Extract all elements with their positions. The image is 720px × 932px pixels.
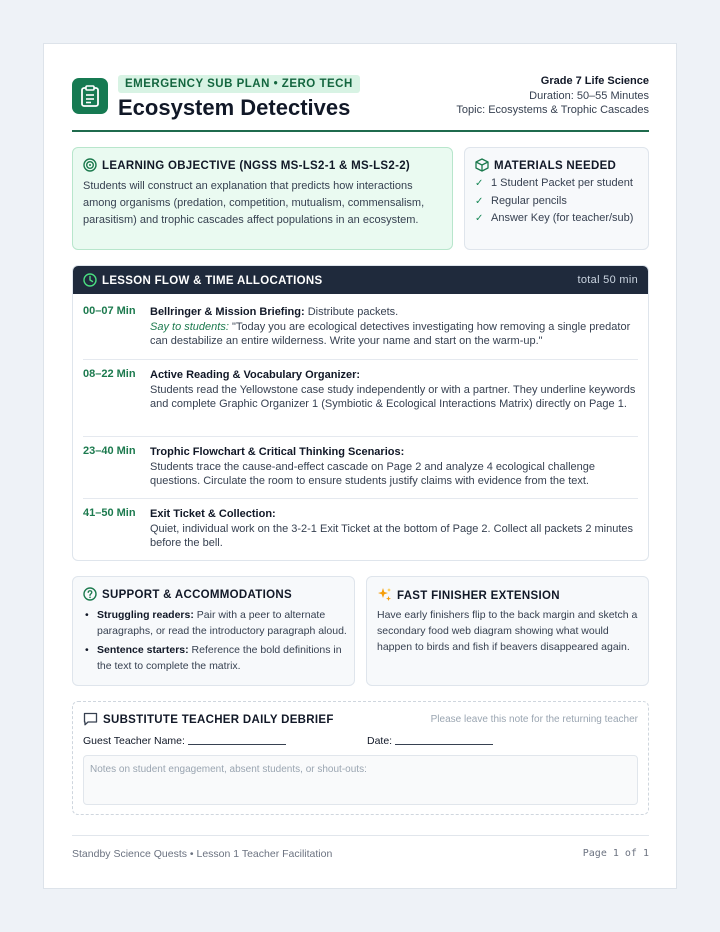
step-time: 41–50 Min	[83, 507, 136, 519]
objective-title	[83, 158, 410, 175]
topic-label: Topic: Ecosystems & Trophic Cascades	[456, 104, 649, 116]
extension-card	[366, 576, 649, 686]
date-blank-line[interactable]	[395, 735, 493, 745]
check-icon: ✓	[475, 213, 484, 224]
notes-textarea[interactable]: Notes on student engagement, absent students, or shout-outs:	[83, 755, 638, 805]
grade-label: Grade 7 Life Science	[540, 75, 649, 87]
extension-title-text: FAST FINISHER EXTENSION	[397, 590, 560, 602]
step-text: Students trace the cause-and-effect cascade on Page 2 and analyze 4 ecological challenge questions. Circulate the room to ensure students justify claims with evidence from the text.	[150, 460, 595, 487]
step-body	[150, 368, 638, 412]
step-text: Distribute packets.	[304, 306, 399, 318]
target-icon	[83, 158, 97, 175]
page-number: Page 1 of 1	[582, 848, 649, 859]
support-label: Sentence starters:	[97, 644, 189, 656]
list-item	[475, 176, 645, 191]
check-icon: ✓	[475, 178, 484, 189]
step-body	[150, 507, 638, 551]
debrief-card	[72, 701, 649, 815]
clipboard-icon	[72, 78, 108, 114]
total-time-label: total 50 min	[577, 274, 638, 286]
sub-plan-page	[43, 43, 677, 889]
name-blank-line[interactable]	[188, 735, 286, 745]
materials-title	[475, 158, 616, 175]
step-body	[150, 445, 638, 489]
debrief-hint: Please leave this note for the returning teacher	[430, 714, 638, 725]
header-divider	[72, 130, 649, 132]
step-heading: Trophic Flowchart & Critical Thinking Scenarios:	[150, 446, 405, 458]
lesson-flow-card	[72, 265, 649, 561]
step-heading: Exit Ticket & Collection:	[150, 508, 276, 520]
support-label: Struggling readers:	[97, 609, 194, 621]
material-label: 1 Student Packet per student	[491, 177, 633, 189]
say-to-students-label: Say to students:	[150, 320, 229, 333]
page-title: Ecosystem Detectives	[118, 95, 351, 120]
clock-icon	[83, 273, 97, 290]
date-field[interactable]	[367, 735, 493, 747]
objective-title-text: LEARNING OBJECTIVE (NGSS MS-LS2-1 & MS-LS2-2)	[102, 160, 411, 172]
date-label: Date:	[367, 735, 393, 747]
step-divider	[83, 436, 638, 437]
support-title-text: SUPPORT & ACCOMMODATIONS	[102, 589, 292, 601]
materials-list	[475, 176, 645, 229]
step-text: Students read the Yellowstone case study independently or with a partner. They underline keywords and complete Graphic Organizer 1 (Symbiotic & Ecological Interactions Matrix) directly on Page 1.	[150, 383, 636, 410]
support-text: Pair with a peer to alternate paragraphs, or read the introductory paragraph aloud.	[97, 609, 347, 637]
step-heading: Bellringer & Mission Briefing:	[150, 306, 305, 318]
list-item	[475, 211, 645, 226]
step-divider	[83, 359, 638, 360]
lesson-flow-title-text: LESSON FLOW & TIME ALLOCATIONS	[102, 275, 323, 287]
say-to-students-text: "Today you are ecological detectives investigating how removing a single predator can destabilize an entire wilderness. Write your name and start on the warm-up."	[150, 320, 631, 347]
guest-teacher-name-label: Guest Teacher Name:	[83, 735, 185, 747]
support-text: Reference the bold definitions in the text to complete the matrix.	[97, 644, 342, 672]
materials-card	[464, 147, 649, 250]
materials-title-text: MATERIALS NEEDED	[494, 160, 617, 172]
step-time: 23–40 Min	[83, 445, 136, 457]
support-card	[72, 576, 355, 686]
emergency-badge: EMERGENCY SUB PLAN • ZERO TECH	[118, 75, 360, 93]
extension-text: Have early finishers flip to the back margin and sketch a secondary food web diagram showing what would happen to birds and fish if beavers disappeared again.	[377, 609, 638, 653]
step-time: 08–22 Min	[83, 368, 136, 380]
list-item	[83, 608, 348, 639]
page-header	[72, 74, 649, 132]
duration-label: Duration: 50–55 Minutes	[529, 89, 649, 102]
step-body	[150, 305, 638, 349]
debrief-title-text: SUBSTITUTE TEACHER DAILY DEBRIEF	[103, 714, 334, 726]
lesson-flow-title	[83, 273, 322, 290]
extension-title	[377, 587, 560, 605]
list-item	[475, 194, 645, 209]
learning-objective-card	[72, 147, 453, 250]
material-label: Answer Key (for teacher/sub)	[491, 212, 634, 224]
footer-left: Standby Science Quests • Lesson 1 Teacher Facilitation	[72, 848, 333, 860]
footer-divider	[72, 835, 649, 836]
sparkles-icon	[377, 587, 392, 605]
debrief-title	[83, 712, 334, 729]
step-divider	[83, 498, 638, 499]
guest-teacher-name-field[interactable]	[83, 735, 286, 747]
material-label: Regular pencils	[491, 194, 567, 207]
support-title	[83, 587, 292, 604]
check-icon: ✓	[475, 195, 484, 207]
lesson-meta	[456, 74, 649, 118]
step-text: Quiet, individual work on the 3-2-1 Exit Ticket at the bottom of Page 2. Collect all packets 2 minutes before the bell.	[150, 522, 634, 549]
message-square-icon	[83, 712, 98, 729]
objective-text: Students will construct an explanation that predicts how interactions among organisms (predation, competition, mutualism, commensalism, parasitism) and trophic cascades affect populations in an ecosystem.	[83, 180, 425, 226]
step-time: 00–07 Min	[83, 305, 136, 317]
step-heading: Active Reading & Vocabulary Organizer:	[150, 369, 361, 381]
lesson-flow-header	[73, 266, 648, 294]
list-item	[83, 643, 348, 674]
support-list	[83, 608, 348, 678]
help-circle-icon	[83, 587, 97, 604]
box-icon	[475, 158, 489, 175]
